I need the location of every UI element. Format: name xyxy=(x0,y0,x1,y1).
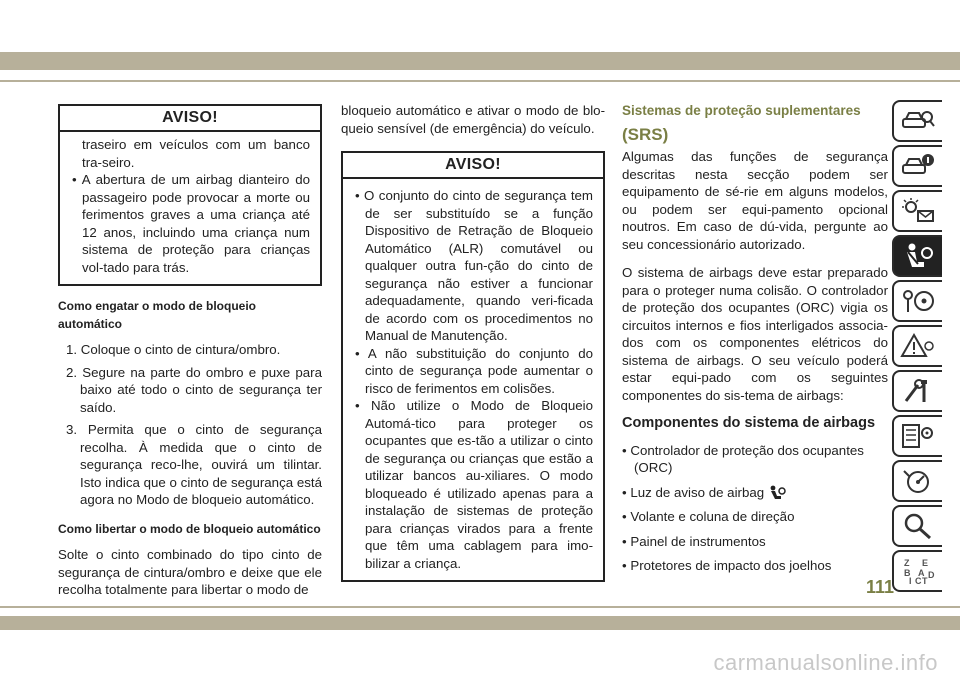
column-left xyxy=(58,104,322,599)
warning-title: AVISO! xyxy=(60,106,320,132)
bottom-rule xyxy=(0,606,960,608)
watermark: carmanualsonline.info xyxy=(713,650,938,675)
tab-emergency[interactable] xyxy=(892,325,942,367)
search-icon xyxy=(900,512,936,540)
chapter-tabs xyxy=(892,100,942,595)
tab-customer-assistance[interactable] xyxy=(892,505,942,547)
tab-lights-messages[interactable] xyxy=(892,190,942,232)
tab-car-info[interactable] xyxy=(892,145,942,187)
step-item: 3. Permita que o cinto de segurança recolha. À medida que o cinto de segurança reco-lhe, ouvirá um tilintar. Isto indica que o cinto de segurança está agora no Modo de bloqueio automático. xyxy=(66,422,322,507)
tab-specifications[interactable] xyxy=(892,415,942,457)
component-item: • Protetores de impacto dos joelhos xyxy=(622,558,832,573)
light-message-icon xyxy=(900,197,936,225)
index-icon xyxy=(900,557,936,585)
subheading-release: Como libertar o modo de bloqueio automático xyxy=(58,521,321,536)
checklist-gear-icon xyxy=(900,422,936,450)
tab-safety[interactable] xyxy=(892,235,942,277)
tools-icon xyxy=(900,377,936,405)
subheading-engage: Como engatar o modo de bloqueio automático xyxy=(58,299,256,331)
warning-title: AVISO! xyxy=(343,153,603,179)
warning-triangle-icon xyxy=(900,332,936,360)
tab-index[interactable] xyxy=(892,550,942,592)
airbag-warning-icon xyxy=(768,485,786,501)
svg-text:I: I xyxy=(909,576,912,585)
svg-text:A: A xyxy=(918,568,925,578)
component-item-airbag-light xyxy=(622,484,888,502)
top-band xyxy=(0,52,960,70)
seatbelt-airbag-icon xyxy=(900,242,936,270)
component-item: • Volante e coluna de direção xyxy=(622,509,795,524)
car-search-icon xyxy=(900,107,936,135)
car-info-icon xyxy=(900,152,936,180)
warning-bullet: • A abertura de um airbag dianteiro do passageiro pode provocar a morte ou ferimentos graves a uma criança até 12 anos, incluindo uma criança num sistema de proteção para crianças vol-tado para trás. xyxy=(72,172,310,275)
warning-bullet: • A não substituição do conjunto do cinto de segurança pode aumentar o risco de ferimentos em colisões. xyxy=(355,345,593,396)
tab-starting-operating[interactable] xyxy=(892,280,942,322)
svg-text:C: C xyxy=(915,576,922,585)
top-rule xyxy=(0,80,960,82)
paragraph-continued: bloqueio automático e ativar o modo de blo-queio sensível (de emergência) do veículo. xyxy=(341,103,605,136)
paragraph: O sistema de airbags deve estar preparado para o proteger numa colisão. O controlador de proteção dos ocupantes (ORC) vigia os circuitos internos e fios interligados associa-dos com os componentes elétricos do sistema de airbags. O seu veículo poderá estar equi-pado com os seguintes componentes do sis-tema de airbags: xyxy=(622,265,888,403)
column-middle xyxy=(341,102,605,582)
warning-box-1 xyxy=(58,104,322,286)
tab-servicing[interactable] xyxy=(892,370,942,412)
component-item: • Controlador de proteção dos ocupantes (ORC) xyxy=(622,442,864,475)
column-right xyxy=(622,102,888,582)
step-item: 1. Coloque o cinto de cintura/ombro. xyxy=(66,342,281,357)
svg-text:E: E xyxy=(922,558,929,568)
section-title-line1: Sistemas de proteção suplementares xyxy=(622,103,861,118)
component-item-label: • Luz de aviso de airbag xyxy=(622,484,765,500)
svg-text:Z: Z xyxy=(904,558,910,568)
key-steering-icon xyxy=(900,287,936,315)
paragraph: Solte o cinto combinado do tipo cinto de segurança de cintura/ombro e deixe que ele recolha totalmente para libertar o modo de xyxy=(58,547,322,597)
step-item: 2. Segure na parte do ombro e puxe para baixo até todo o cinto de segurança ter saído. xyxy=(66,364,322,415)
paragraph: Algumas das funções de segurança descritas nesta secção podem ser equipamento de sé-rie em alguns modelos, ou podem ser equi-pamento opcional noutros. Em caso de dú-vida, pergunte ao seu concessionário autorizado. xyxy=(622,149,888,252)
section-title xyxy=(622,102,888,144)
tab-multimedia[interactable] xyxy=(892,460,942,502)
warning-bullet: • O conjunto do cinto de segurança tem de ser substituído se a função Dispositivo de Retração de Bloqueio Automático (ALR) comutável ou qualquer outra fun-ção do cinto de segurança não estiver a funcionar adequadamente, quando veri-ficada de acordo com os procedimentos no Manual de Manutenção. xyxy=(355,188,593,343)
svg-text:T: T xyxy=(922,576,928,585)
warning-bullet: • Não utilize o Modo de Bloqueio Automá-tico para proteger os ocupantes que es-tão a utilizar o cinto de segurança ou crianças que estão a utilizar bancos au-xiliares. O modo bloqueado é utilizado apenas para a instalação de sistemas de proteção para crianças virados para a frente que têm uma cablagem para imo-bilizar a criança. xyxy=(355,398,593,571)
svg-text:B: B xyxy=(904,568,911,578)
tab-car-search[interactable] xyxy=(892,100,942,142)
svg-text:D: D xyxy=(928,570,935,580)
steps-list xyxy=(58,341,322,509)
page-number: 111 xyxy=(866,577,895,597)
components-heading: Componentes do sistema de airbags xyxy=(622,415,876,431)
warning-box-2 xyxy=(341,151,605,582)
tools-speedometer-icon xyxy=(900,467,936,495)
bottom-band xyxy=(0,616,960,630)
component-item: • Painel de instrumentos xyxy=(622,533,766,549)
warning-text: traseiro em veículos com um banco tra-seiro. xyxy=(82,137,310,170)
section-title-line2: (SRS) xyxy=(622,125,669,144)
